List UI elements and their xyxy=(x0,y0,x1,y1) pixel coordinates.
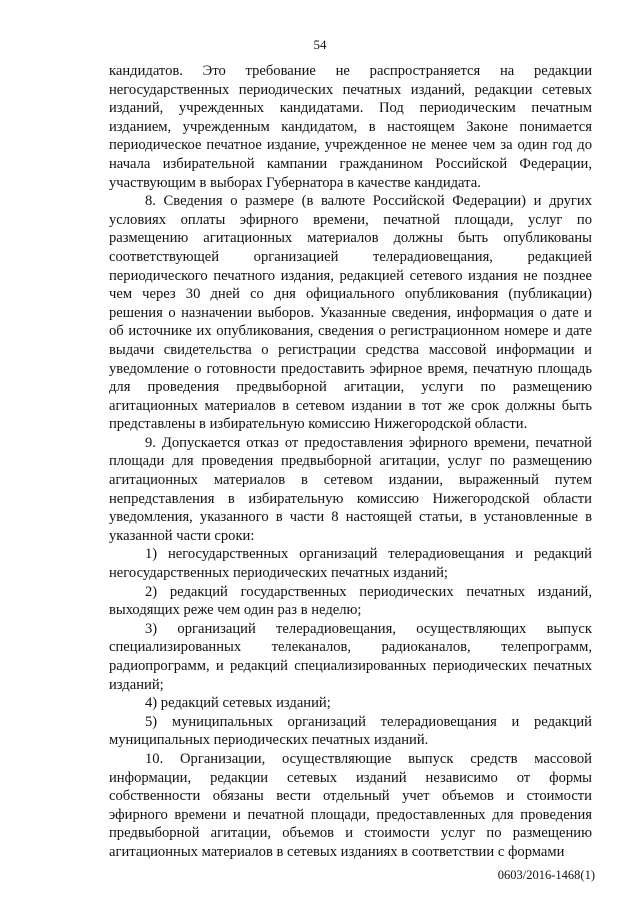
list-item-1: 1) негосударственных организаций телерадиовещания и редакций негосударственных периодических печатных изданий; xyxy=(109,546,592,582)
list-item-3: 3) организаций телерадиовещания, осуществляющих выпуск специализированных телеканалов, радиоканалов, телепрограмм, радиопрограмм, и редакций специализированных периодических печатных изданий; xyxy=(109,620,592,693)
paragraph-continuation: кандидатов. Это требование не распространяется на редакции негосударственных периодических печатных изданий, редакции сетевых изданий, учрежденных кандидатами. Под периодическим печатным изданием, учрежденным кандидатом, в настоящем Законе понимается периодическое печатное издание, учрежденное не менее чем за один год до начала избирательной кампании гражданином Российской Федерации, участвующим в выборах Губернатора в качестве кандидата. xyxy=(109,63,592,191)
list-item-5: 5) муниципальных организаций телерадиовещания и редакций муниципальных периодических печатных изданий. xyxy=(109,713,592,749)
list-item-4: 4) редакций сетевых изданий; xyxy=(145,695,331,712)
document-code: 0603/2016-1468(1) xyxy=(497,868,595,882)
paragraph-9: 9. Допускается отказ от предоставления эфирного времени, печатной площади для проведения предвыборной агитации, услуг по размещению агитационных материалов в сетевом издании, выраженный путем непредставления в избирательную комиссию Нижегородской области уведомления, указанного в части 8 настоящей статьи, в установленные в указанной части сроки: xyxy=(109,434,592,544)
paragraph-8: 8. Сведения о размере (в валюте Российской Федерации) и других условиях оплаты эфирного времени, печатной площади, услуг по размещению агитационных материалов должны быть опубликованы соответствующей организацией телерадиовещания, редакцией периодического печатного издания, редакцией сетевого издания не позднее чем через 30 дней со дня официального опубликования (публикации) решения о назначении выборов. Указанные сведения, информация о дате и об источнике их опубликования, сведения о регистрационном номере и дате выдачи свидетельства о регистрации средства массовой информации и уведомление о готовности предоставить эфирное время, печатную площадь для проведения предвыборной агитации, услуги по размещению агитационных материалов в сетевом издании в тот же срок должны быть представлены в избирательную комиссию Нижегородской области. xyxy=(109,193,592,433)
list-item-2: 2) редакций государственных периодических печатных изданий, выходящих реже чем один раз в неделю; xyxy=(109,583,592,619)
page-number: 54 xyxy=(313,37,327,52)
paragraph-10: 10. Организации, осуществляющие выпуск средств массовой информации, редакции сетевых изданий независимо от формы собственности обязаны вести отдельный учет объемов и стоимости эфирного времени и печатной площади, предоставленных для проведения предвыборной агитации, объемов и стоимости услуг по размещению агитационных материалов в сетевых изданиях в соответствии с формами xyxy=(109,750,592,860)
body-text xyxy=(109,62,592,862)
